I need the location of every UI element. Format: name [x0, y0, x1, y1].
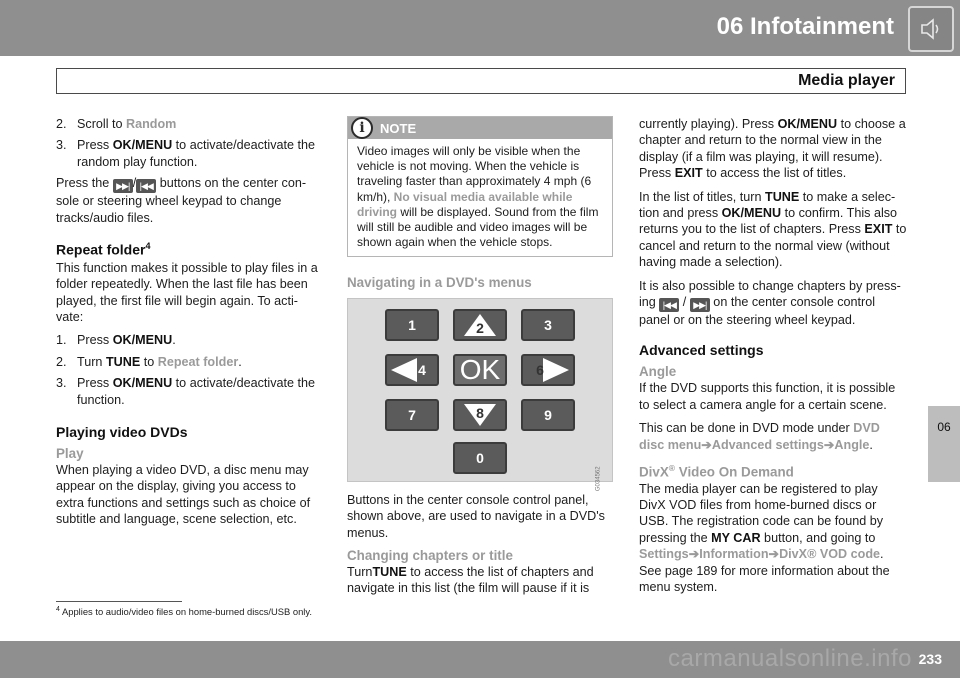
column-2: [347, 116, 613, 604]
previous-track-icon: |◀◀: [136, 179, 156, 193]
heading-repeat-folder: Repeat folder$^4$: [56, 241, 151, 258]
next-track-icon: ▶▶|: [113, 179, 133, 193]
footnote: $^4$ Applies to audio/video files on home-burned discs/USB only.: [56, 606, 312, 618]
paragraph: The media player can be registered to play DivX VOD files from home-burned discs or USB. The registration code can be found by pressing the MY CAR button, and going to Settings➔Information➔DivX® VOD code. See page 189 for more information about the menu system.: [639, 481, 890, 594]
chapter-title: 06 Infotainment: [716, 13, 894, 40]
key-0: 0: [453, 442, 507, 474]
step-item: 2. Turn TUNE to Repeat folder.: [56, 354, 242, 369]
heading-changing-chapters: Changing chapters or title: [347, 548, 513, 564]
column-3: [639, 116, 907, 602]
arrow-right-icon: ➔: [768, 547, 780, 562]
paragraph: It is also possible to change chapters by press-ing |◀◀ / ▶▶| on the center console control panel or on the steering wheel keypad.: [639, 278, 901, 328]
step-item: 1. Press OK/MENU.: [56, 333, 176, 348]
key-8-down-arrow: 8: [453, 399, 507, 431]
paragraph: Press the ▶▶| / |◀◀ buttons on the center con-sole or steering wheel keypad to change tracks/audio files.: [56, 176, 307, 225]
section-header: [56, 68, 906, 94]
step-item: 3. Press OK/MENU to activate/deactivate the function.: [56, 376, 316, 407]
key-1: 1: [385, 309, 439, 341]
key-4-left-arrow: 4: [385, 354, 439, 386]
previous-chapter-icon: |◀◀: [659, 298, 679, 312]
arrow-right-icon: ➔: [823, 437, 835, 452]
heading-playing-video: Playing video DVDs: [56, 423, 188, 440]
heading-angle: Angle: [639, 364, 677, 380]
footer-bar: [0, 641, 960, 678]
note-header: [348, 117, 612, 139]
paragraph: If the DVD supports this function, it is possible to select a camera angle for a certain scene.: [639, 381, 896, 412]
paragraph: When playing a video DVD, a disc menu may appear on the display, giving you access to extra functions and settings such as choice of subtitle and language, scene selection, etc.: [56, 462, 311, 527]
next-chapter-icon: ▶▶|: [690, 298, 710, 312]
arrow-right-icon: ➔: [688, 547, 700, 562]
heading-divx: DivX® Video On Demand: [639, 463, 794, 480]
column-1: [56, 116, 322, 535]
key-ok: OK: [453, 354, 507, 386]
paragraph: This can be done in DVD mode under DVD disc menu➔Advanced settings➔Angle.: [639, 421, 880, 452]
note-box: [347, 116, 613, 257]
key-7: 7: [385, 399, 439, 431]
key-2-up-arrow: 2: [453, 309, 507, 341]
footnote-divider: [56, 601, 182, 602]
watermark: carmanualsonline.info: [668, 645, 912, 672]
heading-play: Play: [56, 445, 84, 461]
note-text: Video images will only be visible when the vehicle is not moving. When the vehicle is traveling faster than approximately 4 mph (6 km/h), No visual media available while driving will be displayed. Sound from the film will still be audible and video images will be shown again when the vehicle stops.: [357, 144, 599, 250]
step-item: 2. Scroll to Random: [56, 117, 177, 131]
key-9: 9: [521, 399, 575, 431]
info-icon: i: [351, 117, 373, 139]
paragraph: currently playing). Press OK/MENU to choose a chapter and return to the normal view in the display (if a film was playing, it will resume). Press EXIT to access the list of titles.: [639, 117, 906, 181]
heading-navigating-dvd: Navigating in a DVD's menus: [347, 275, 532, 291]
chapter-header-bar: [0, 0, 960, 56]
paragraph: This function makes it possible to play files in a folder repeatedly. When the last file has been played, the first file will begin again. To acti-vate:: [56, 260, 318, 324]
page-number: 233: [918, 651, 942, 667]
arrow-right-icon: ➔: [701, 437, 712, 452]
key-3: 3: [521, 309, 575, 341]
key-6-right-arrow: 6: [521, 354, 575, 386]
section-title: Media player: [798, 72, 895, 89]
paragraph: TurnTUNE to access the list of chapters and navigate in this list (the film will pause if it is: [347, 565, 594, 596]
keypad-illustration: [347, 298, 613, 492]
heading-advanced-settings: Advanced settings: [639, 342, 764, 359]
chapter-side-tab: [928, 406, 960, 482]
note-label: NOTE: [380, 121, 417, 136]
paragraph: Buttons in the center console control panel, shown above, are used to navigate in a DVD's menus.: [347, 492, 605, 540]
figure-code: G034562: [595, 466, 602, 492]
paragraph: In the list of titles, turn TUNE to make a selec-tion and press OK/MENU to confirm. This also returns you to the list of chapters. Press EXIT to cancel and return to the normal view (without having made a selection).: [639, 189, 907, 270]
side-tab-label: 06: [937, 420, 951, 434]
step-item: 3. Press OK/MENU to activate/deactivate the random play function.: [56, 138, 316, 169]
speaker-icon: [908, 6, 954, 52]
